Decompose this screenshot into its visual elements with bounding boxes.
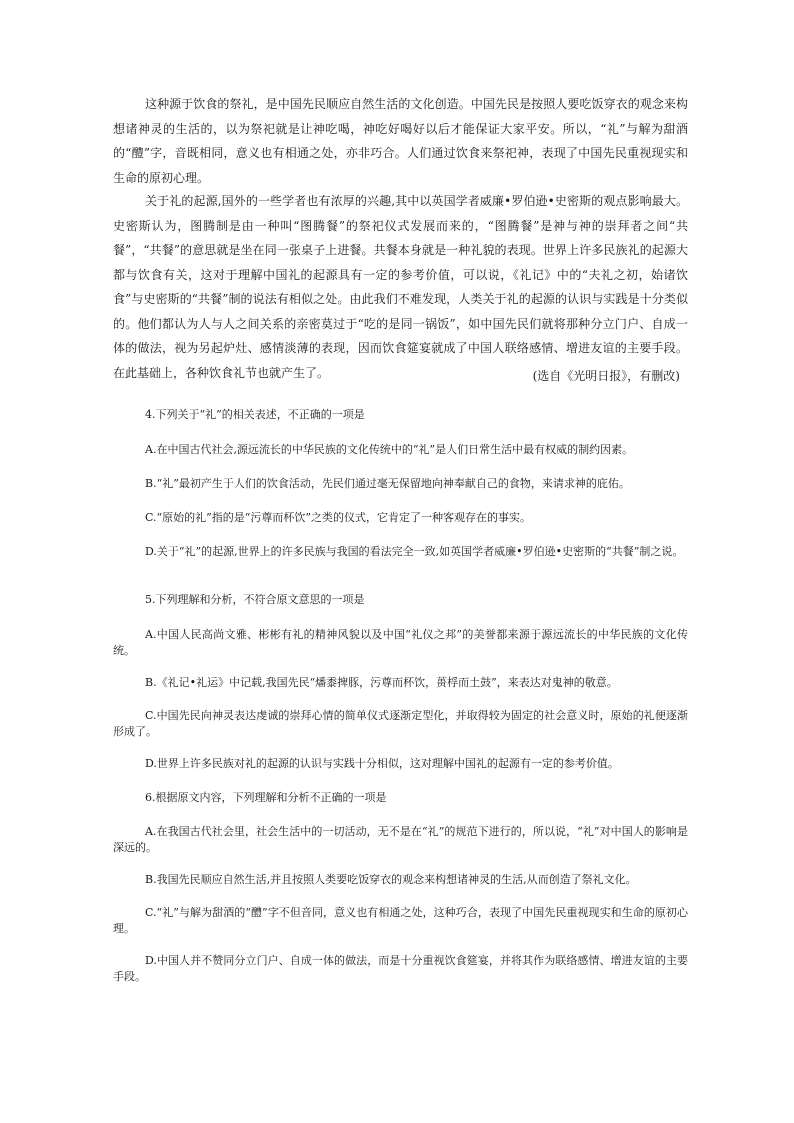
question-4-stem: 4.下列关于“礼”的相关表述，不正确的一项是 (145, 408, 365, 421)
source-citation: (选自《光明日报》，有删改) (532, 369, 680, 383)
question-5-option-c: C.中国先民向神灵表达虔诚的崇拜心情的简单仪式逐渐定型化，并取得较为固定的社会意义时，原始的礼便逐渐形成了。 (113, 709, 688, 738)
question-5-stem: 5.下列理解和分析，不符合原文意思的一项是 (145, 593, 365, 606)
question-5-option-d: D.世界上许多民族对礼的起源的认识与实践十分相似，这对理解中国礼的起源有一定的参考价值。 (145, 757, 619, 770)
question-4-option-b: B.“礼”最初产生于人们的饮食活动，先民们通过毫无保留地向神奉献自己的食物，来请求神的庇佑。 (145, 477, 630, 490)
question-4-option-c: C.“原始的礼”指的是“污尊而杯饮”之类的仪式，它肯定了一种客观存在的事实。 (145, 511, 532, 524)
passage-paragraph-1: 这种源于饮食的祭礼，是中国先民顺应自然生活的文化创造。中国先民是按照人要吃饭穿衣的观念来构想诸神灵的生活的，以为祭祀就是让神吃喝，神吃好喝好以后才能保证大家平安。所以，“礼”与解为甜酒的“醴”字，音既相同，意义也有相通之处，亦非巧合。人们通过饮食来祭祀神，表现了中国先民重视现实和生命的原初心理。 (113, 97, 688, 185)
question-6-option-b: B.我国先民顺应自然生活,并且按照人类要吃饭穿衣的观念来构想诸神灵的生活,从而创造了祭礼文化。 (145, 873, 637, 886)
question-5-option-b: B.《礼记•礼运》中记载,我国先民“燔黍捭豚，污尊而杯饮，蒉桴而土鼓”，来表达对鬼神的敬意。 (145, 676, 618, 689)
question-4-option-d: D.关于“礼”的起源,世界上的许多民族与我国的看法完全一致,如英国学者威廉•罗伯逊•史密斯的“共餐”制之说。 (145, 545, 684, 558)
question-6-stem: 6.根据原文内容，下列理解和分析不正确的一项是 (145, 791, 387, 804)
question-6-option-c: C.“礼”与解为甜酒的“醴”字不但音同，意义也有相通之处，这种巧合，表现了中国先民重视现实和生命的原初心理。 (113, 906, 688, 935)
passage-paragraph-2: 关于礼的起源,国外的一些学者也有浓厚的兴趣,其中以英国学者威廉•罗伯逊•史密斯的观点影响最大。史密斯认为，图腾制是由一种叫“图腾餐”的祭祀仪式发展而来的，“图腾餐”是神与神的崇拜者之间“共餐”，“共餐”的意思就是坐在同一张桌子上进餐。共餐本身就是一种礼貌的表现。世界上许多民族礼的起源大都与饮食有关，这对于理解中国礼的起源具有一定的参考价值，可以说，《礼记》中的“夫礼之初，始诸饮食”与史密斯的“共餐”制的说法有相似之处。由此我们不难发现，人类关于礼的起源的认识与实践是十分类似的。他们都认为人与人之间关系的亲密莫过于“吃的是同一锅饭”，如中国先民们就将那种分立门户、自成一体的做法，视为另起炉灶、感情淡薄的表现，因而饮食筵宴就成了中国人联络感情、增进友谊的主要手段。在此基础上，各种饮食礼节也就产生了。 (113, 194, 688, 380)
question-6-option-d: D.中国人并不赞同分立门户、自成一体的做法，而是十分重视饮食筵宴，并将其作为联络感情、增进友谊的主要手段。 (113, 954, 688, 983)
question-4-option-a: A.在中国古代社会,源远流长的中华民族的文化传统中的“礼”是人们日常生活中最有权威的制约因素。 (145, 443, 634, 456)
question-6-option-a: A.在我国古代社会里，社会生活中的一切活动，无不是在“礼”的规范下进行的，所以说，“礼”对中国人的影响是深远的。 (113, 825, 688, 854)
question-5-option-a: A.中国人民高尚文雅、彬彬有礼的精神风貌以及中国“礼仪之邦”的美誉都来源于源远流长的中华民族的文化传统。 (113, 628, 688, 657)
